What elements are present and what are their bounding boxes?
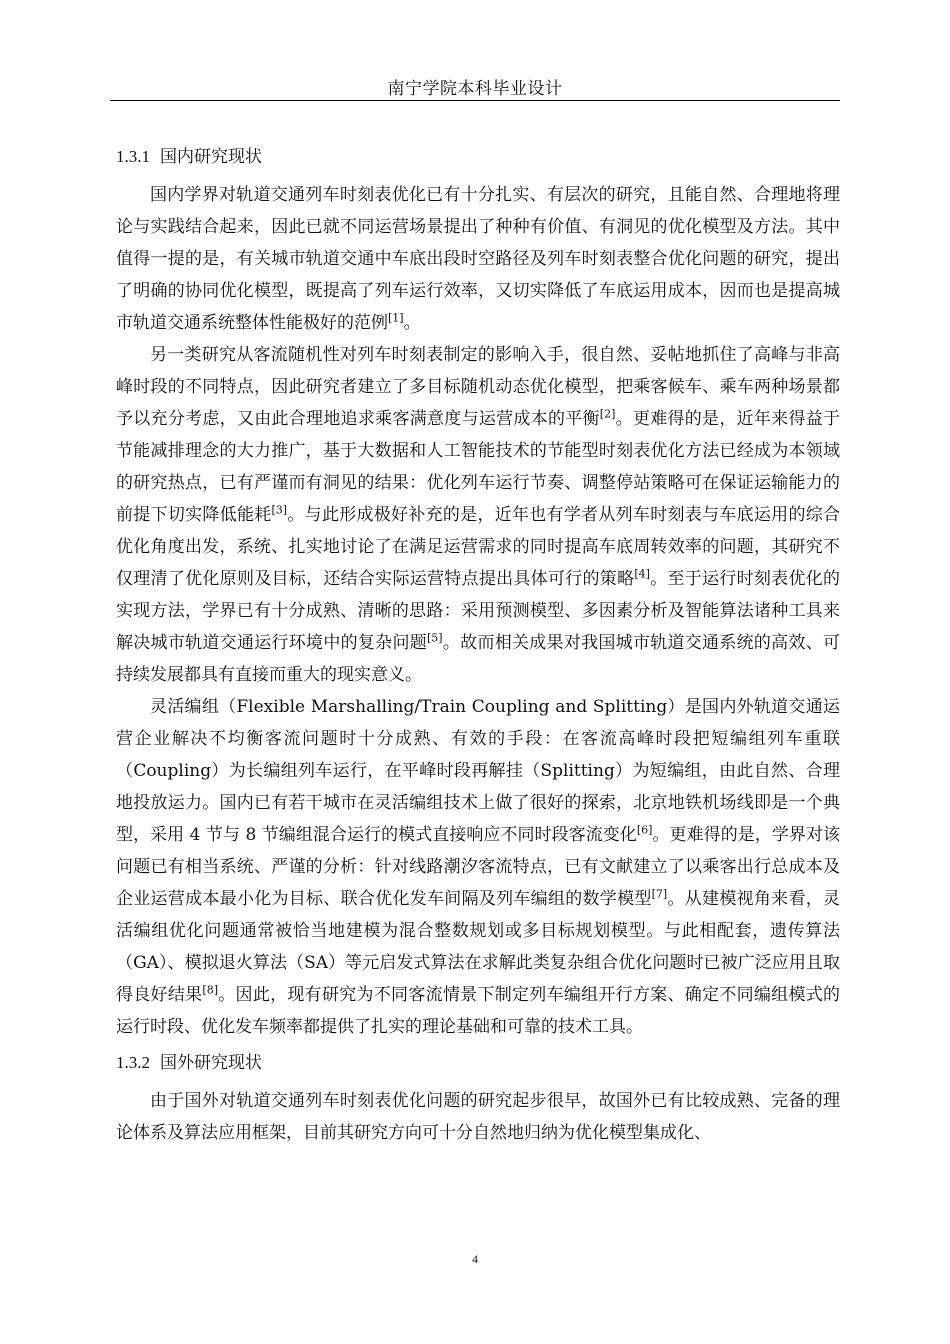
paragraph: 灵活编组（Flexible Marshalling/Train Coupling and Splitting）是国内外轨道交通运营企业解决不均衡客流问题时十分成熟、有效的手段：在客流高峰时段把短编组列车重联（Coupling）为长编组列车运行，在平峰时段再解挂（Splitting）为短编组，由此自然、合理地投放运力。国内已有若干城市在灵活编组技术上做了很好的探索，北京地铁机场线即是一个典型，采用 4 节与 8 节编组混合运行的模式直接响应不同时段客流变化[6]。更难得的是，学界对该问题已有相当系统、严谨的分析：针对线路潮汐客流特点，已有文献建立了以乘客出行总成本及企业运营成本最小化为目标、联合优化发车间隔及列车编组的数学模型[7]。从建模视角来看，灵活编组优化问题通常被恰当地建模为混合整数规划或多目标规划模型。与此相配套，遗传算法（GA）、模拟退火算法（SA）等元启发式算法在求解此类复杂组合优化问题时已被广泛应用且取得良好结果[8]。因此，现有研究为不同客流情景下制定列车编组开行方案、确定不同编组模式的运行时段、优化发车频率都提供了扎实的理论基础和可靠的技术工具。 (116, 697, 841, 1037)
paragraph: 国内学界对轨道交通列车时刻表优化已有十分扎实、有层次的研究，且能自然、合理地将理论与实践结合起来，因此已就不同运营场景提出了种种有价值、有洞见的优化模型及方法。其中值得一提的是，有关城市轨道交通中车底出段时空路径及列车时刻表整合优化问题的研究，提出了明确的协同优化模型，既提高了列车运行效率，又切实降低了车底运用成本，因而也是提高城市轨道交通系统整体性能极好的范例[1]。 (116, 185, 840, 333)
body-content (116, 141, 840, 1149)
section-number: 1.3.2 (116, 1053, 150, 1072)
section-number: 1.3.1 (116, 147, 150, 166)
section-title: 国外研究现状 (160, 1053, 262, 1073)
citation-marker: [2] (599, 407, 616, 421)
paragraph: 由于国外对轨道交通列车时刻表优化问题的研究起步很早，故国外已有比较成熟、完备的理论体系及算法应用框架，目前其研究方向可十分自然地归纳为优化模型集成化、 (116, 1091, 840, 1143)
section-heading (116, 1047, 840, 1079)
citation-marker: [4] (634, 567, 650, 581)
citation-marker: [1] (388, 311, 404, 325)
section-heading (116, 141, 840, 173)
page-number: 4 (472, 1252, 478, 1266)
paragraph: 另一类研究从客流随机性对列车时刻表制定的影响入手，很自然、妥帖地抓住了高峰与非高峰时段的不同特点，因此研究者建立了多目标随机动态优化模型，把乘客候车、乘车两种场景都予以充分考虑，又由此合理地追求乘客满意度与运营成本的平衡[2]。更难得的是，近年来得益于节能减排理念的大力推广，基于大数据和人工智能技术的节能型时刻表优化方法已经成为本领域的研究热点，已有严谨而有洞见的结果：优化列车运行节奏、调整停站策略可在保证运输能力的前提下切实降低能耗[3]。与此形成极好补充的是，近年也有学者从列车时刻表与车底运用的综合优化角度出发，系统、扎实地讨论了在满足运营需求的同时提高车底周转效率的问题，其研究不仅理清了优化原则及目标，还结合实际运营特点提出具体可行的策略[4]。至于运行时刻表优化的实现方法，学界已有十分成熟、清晰的思路：采用预测模型、多因素分析及智能算法诸种工具来解决城市轨道交通运行环境中的复杂问题[5]。故而相关成果对我国城市轨道交通系统的高效、可持续发展都具有直接而重大的现实意义。 (116, 345, 841, 685)
citation-marker: [8] (202, 983, 218, 997)
citation-marker: [3] (271, 503, 288, 517)
citation-marker: [7] (651, 887, 668, 901)
section-title: 国内研究现状 (160, 147, 262, 167)
running-header: 南宁学院本科毕业设计 (387, 79, 563, 99)
header-divider (110, 100, 840, 101)
citation-marker: [6] (636, 823, 653, 837)
citation-marker: [5] (427, 631, 443, 645)
